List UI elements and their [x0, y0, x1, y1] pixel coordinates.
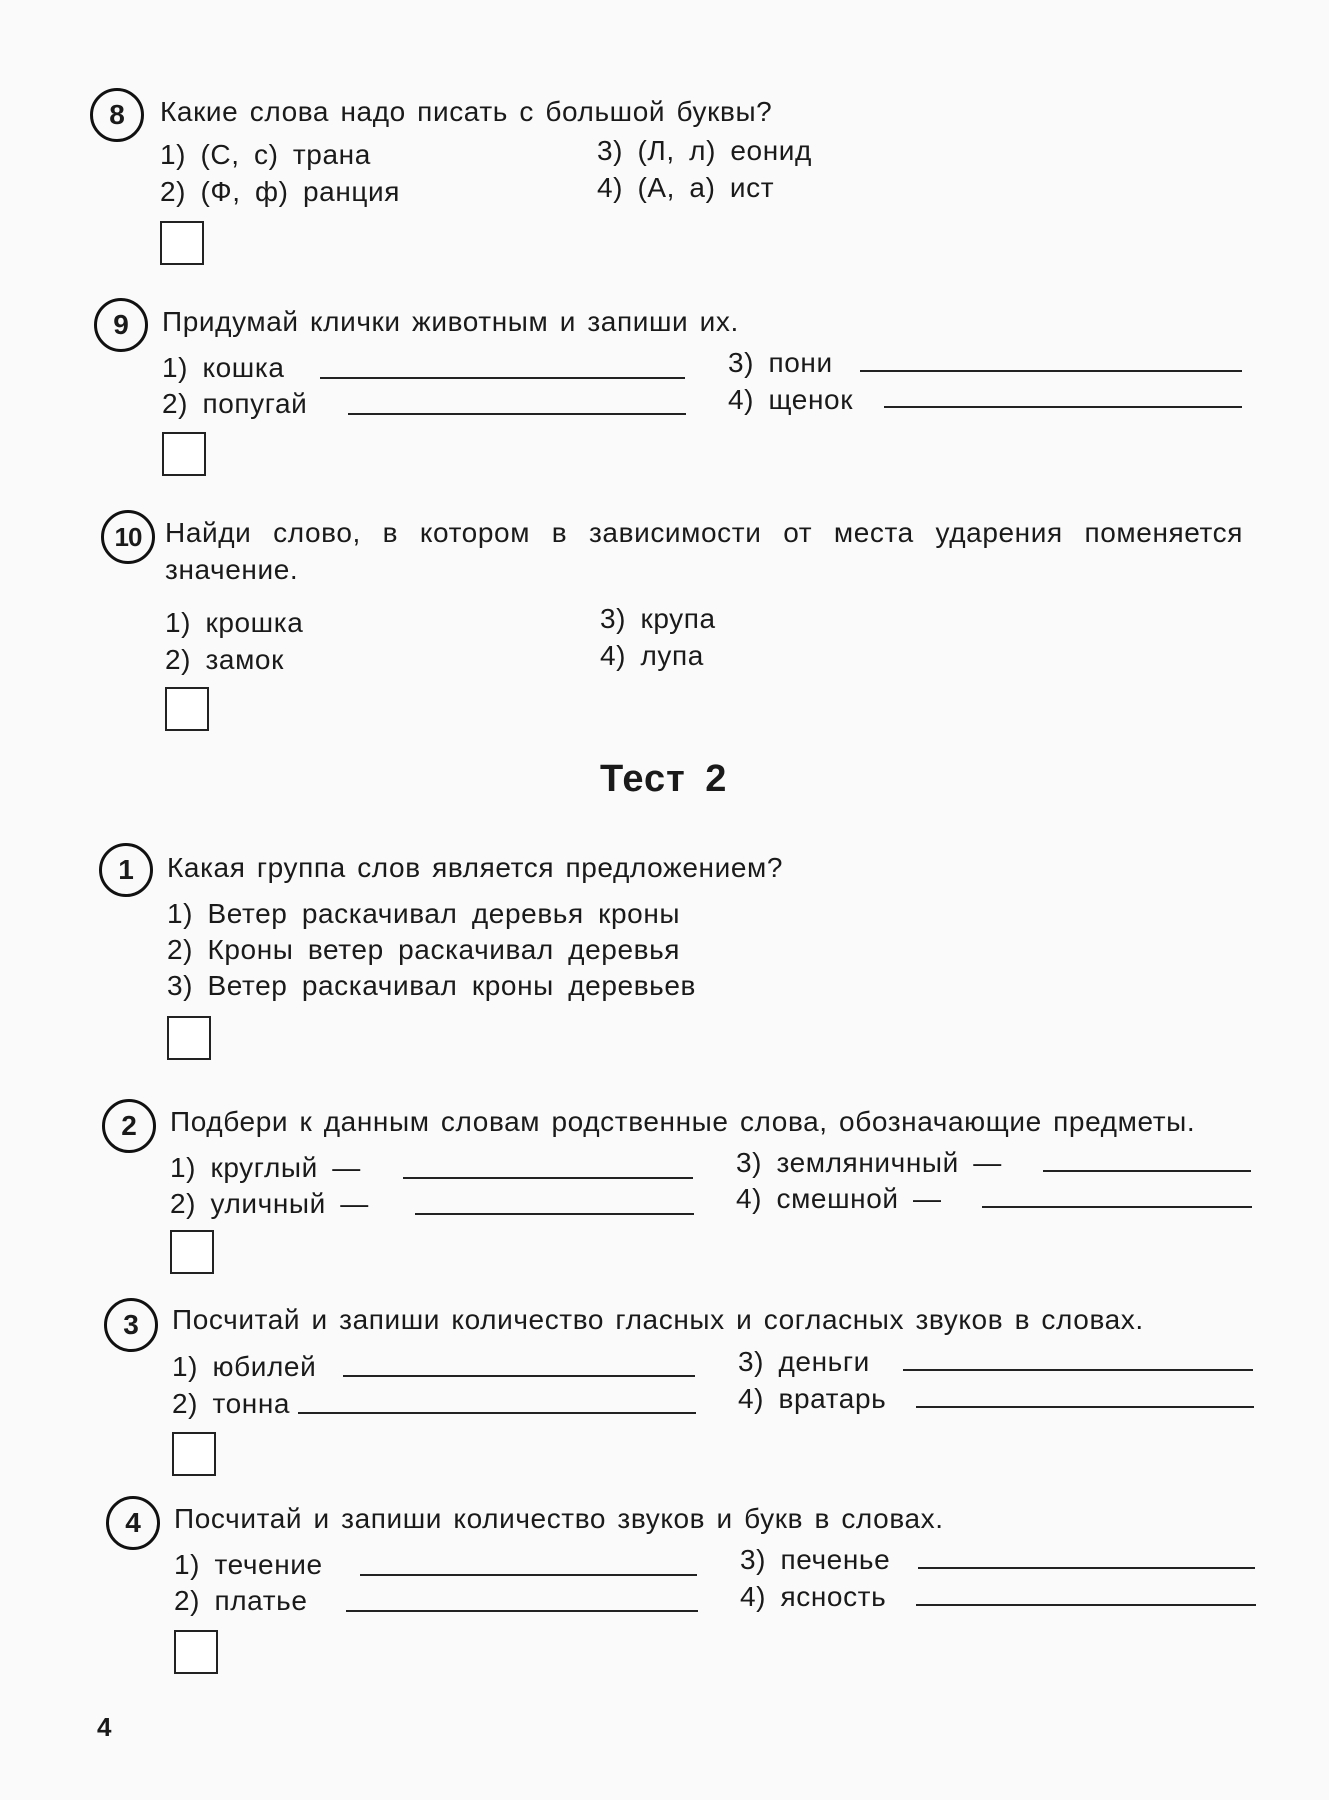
- answer-option-1: 1) (С, с) трана: [160, 139, 371, 170]
- answer-option-3: 3) печенье: [740, 1544, 891, 1575]
- answer-box[interactable]: [174, 1630, 218, 1674]
- answer-box[interactable]: [167, 1016, 211, 1060]
- answer-option-4: 4) вратарь: [738, 1383, 887, 1414]
- answer-box[interactable]: [162, 432, 206, 476]
- answer-option-1: 1) крошка: [165, 607, 304, 638]
- answer-option-3: 3) деньги: [738, 1346, 870, 1377]
- answer-line[interactable]: [903, 1369, 1253, 1371]
- answer-option-2: 2) тонна: [172, 1388, 291, 1419]
- task-number-badge: 2: [102, 1099, 156, 1153]
- answer-option-1: 1) кошка: [162, 352, 285, 383]
- answer-line[interactable]: [1043, 1170, 1251, 1172]
- answer-box[interactable]: [172, 1432, 216, 1476]
- answer-option-1: 1) течение: [174, 1549, 323, 1580]
- answer-option-3: 3) (Л, л) еонид: [597, 135, 812, 166]
- task-number-badge: 8: [90, 88, 144, 142]
- answer-line[interactable]: [884, 406, 1242, 408]
- answer-box[interactable]: [165, 687, 209, 731]
- task-question: Посчитай и запиши количество звуков и букв в словах.: [174, 1503, 944, 1534]
- answer-option-1: 1) круглый —: [170, 1152, 361, 1183]
- answer-line[interactable]: [360, 1574, 697, 1576]
- task-question: Какая группа слов является предложением?: [167, 852, 784, 883]
- answer-box[interactable]: [160, 221, 204, 265]
- answer-option-4: 4) ясность: [740, 1581, 887, 1612]
- answer-option-3: 3) Ветер раскачивал кроны деревьев: [167, 970, 696, 1001]
- answer-line[interactable]: [320, 377, 685, 379]
- task-question: Найди слово, в котором в зависимости от места ударения поменяется значение.: [165, 517, 1243, 585]
- answer-line[interactable]: [918, 1567, 1255, 1569]
- task-question: Посчитай и запиши количество гласных и согласных звуков в словах.: [172, 1304, 1144, 1335]
- answer-option-2: 2) замок: [165, 644, 284, 675]
- answer-line[interactable]: [982, 1206, 1252, 1208]
- answer-line[interactable]: [346, 1610, 698, 1612]
- answer-line[interactable]: [860, 370, 1242, 372]
- task-question: Подбери к данным словам родственные слова, обозначающие предметы.: [170, 1106, 1196, 1137]
- test-heading: Тест 2: [600, 758, 728, 800]
- task-number-badge: 4: [106, 1496, 160, 1550]
- task-number-badge: 3: [104, 1298, 158, 1352]
- answer-option-2: 2) платье: [174, 1585, 308, 1616]
- answer-option-4: 4) смешной —: [736, 1183, 942, 1214]
- answer-option-4: 4) (А, а) ист: [597, 172, 775, 203]
- answer-option-3: 3) крупа: [600, 603, 716, 634]
- task-number-badge: 9: [94, 298, 148, 352]
- task-number-badge: 10: [101, 510, 155, 564]
- answer-option-4: 4) щенок: [728, 384, 854, 415]
- answer-option-2: 2) попугай: [162, 388, 308, 419]
- answer-box[interactable]: [170, 1230, 214, 1274]
- page-number: 4: [97, 1712, 112, 1742]
- answer-line[interactable]: [916, 1406, 1254, 1408]
- answer-line[interactable]: [298, 1412, 696, 1414]
- answer-option-3: 3) пони: [728, 347, 833, 378]
- answer-line[interactable]: [403, 1177, 693, 1179]
- answer-line[interactable]: [415, 1213, 694, 1215]
- answer-option-2: 2) уличный —: [170, 1188, 369, 1219]
- answer-line[interactable]: [343, 1375, 695, 1377]
- answer-line[interactable]: [916, 1604, 1256, 1606]
- answer-option-4: 4) лупа: [600, 640, 704, 671]
- answer-option-2: 2) (Ф, ф) ранция: [160, 176, 401, 207]
- task-question: Придумай клички животным и запиши их.: [162, 306, 739, 337]
- answer-line[interactable]: [348, 413, 686, 415]
- task-number-badge: 1: [99, 843, 153, 897]
- answer-option-2: 2) Кроны ветер раскачивал деревья: [167, 934, 681, 965]
- answer-option-3: 3) земляничный —: [736, 1147, 1002, 1178]
- answer-option-1: 1) Ветер раскачивал деревья кроны: [167, 898, 681, 929]
- task-question: Какие слова надо писать с большой буквы?: [160, 96, 773, 127]
- answer-option-1: 1) юбилей: [172, 1351, 317, 1382]
